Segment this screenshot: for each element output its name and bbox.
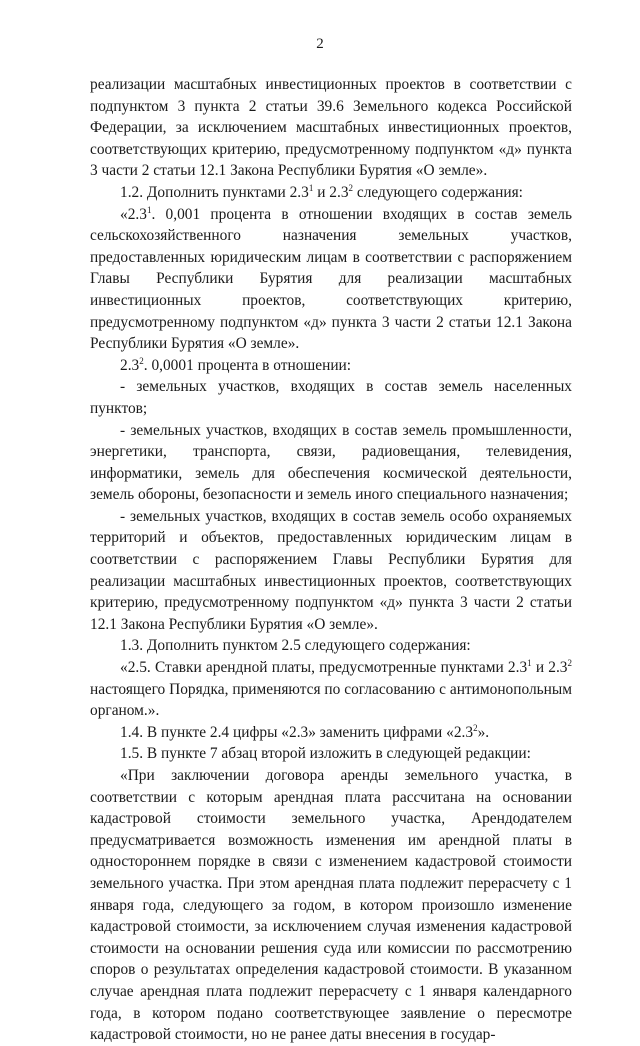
page-number: 2: [316, 36, 324, 52]
text-run: 1.4. В пункте 2.4 цифры «2.3» заменить цифрами «2.3: [120, 723, 474, 741]
paragraph: [90, 182, 572, 204]
text-run: 1.5. В пункте 7 абзац второй изложить в следующей редакции:: [120, 745, 531, 763]
text-run: «При заключении договора аренды земельного участка, в соответствии с которым арендная плата рассчитана на основании кадастровой стоимости земельного участка, Арендодателем предусматривается возможность изменения им арендной платы в одностороннем порядке в связи с изменением кадастровой стоимости земельного участка. При этом арендная плата подлежит перерасчету с 1 января года, следующего за годом, в котором произошло изменение кадастровой стоимости, за исключением случая изменения кадастровой стоимости на основании решения суда или комиссии по рассмотрению споров о результатах определения кадастровой стоимости. В указанном случае арендная плата подлежит перерасчету с 1 января календарного года, в котором подано соответствующее заявление о пересмотре кадастровой стоимости, но не ранее даты внесения в государ-: [90, 767, 572, 1044]
superscript-index: 1: [527, 658, 532, 669]
superscript-index: 1: [308, 182, 314, 193]
paragraph: [90, 506, 572, 636]
paragraph: [90, 355, 572, 377]
text-run: 1.3. Дополнить пунктом 2.5 следующего содержания:: [120, 637, 471, 655]
superscript-index: 2: [567, 658, 572, 669]
text-run: - земельных участков, входящих в состав земель населенных пунктов;: [90, 378, 572, 417]
superscript-index: 1: [146, 204, 152, 215]
text-run: настоящего Порядка, применяются по согласованию с антимонопольным органом.».: [90, 680, 572, 720]
superscript-index: 2: [473, 722, 478, 733]
paragraph: [90, 635, 572, 657]
paragraph: [90, 74, 572, 182]
document-body: [90, 74, 572, 1046]
text-run: и 2.3: [531, 659, 568, 677]
text-run: 2.3: [120, 356, 140, 374]
text-run: - земельных участков, входящих в состав земель промышленности, энергетики, транспорта, связи, радиовещания, телевидения, информатики, земель для обеспечения космической деятельности, земель обороны, безопасности и земель иного специального назначения;: [90, 421, 572, 504]
text-run: реализации масштабных инвестиционных проектов в соответствии с подпунктом 3 пункта 2 статьи 39.6 Земельного кодекса Российской Федерации, за исключением масштабных инвестиционных проектов, соответствующих критерию, предусмотренному подпунктом «д» пункта 3 части 2 статьи 12.1 Закона Республики Бурятия «О земле».: [90, 76, 572, 180]
paragraph: [90, 376, 572, 419]
paragraph: [90, 420, 572, 506]
text-run: 1.2. Дополнить пунктами 2.3: [120, 183, 309, 201]
paragraph: [90, 722, 572, 744]
text-run: ».: [477, 723, 490, 741]
text-run: «2.3: [120, 205, 147, 223]
paragraph: [90, 204, 572, 355]
superscript-index: 2: [348, 182, 354, 193]
paragraph: [90, 743, 572, 765]
text-run: «2.5. Ставки арендной платы, предусмотренные пунктами 2.3: [120, 659, 528, 677]
paragraph: [90, 765, 572, 1046]
text-run: . 0,0001 процента в отношении:: [143, 356, 352, 374]
text-run: следующего содержания:: [353, 183, 523, 201]
text-run: - земельных участков, входящих в состав земель особо охраняемых территорий и объектов, предоставленных юридическим лицам в соответствии с распоряжением Главы Республики Бурятия для реализации масштабных инвестиционных проектов, соответствующих критерию, предусмотренному подпунктом «д» пункта 3 части 2 статьи 12.1 Закона Республики Бурятия «О земле».: [90, 507, 572, 633]
text-run: и 2.3: [313, 183, 349, 201]
paragraph: [90, 657, 572, 722]
superscript-index: 2: [139, 355, 144, 366]
text-run: . 0,001 процента в отношении входящих в состав земель сельскохозяйственного назначения земельных участков, предоставленных юридическим лицам в соответствии с распоряжением Главы Республики Бурятия для реализации масштабных инвестиционных проектов, соответствующих критерию, предусмотренному подпунктом «д» пункта 3 части 2 статьи 12.1 Закона Республики Бурятия «О земле».: [90, 205, 572, 353]
